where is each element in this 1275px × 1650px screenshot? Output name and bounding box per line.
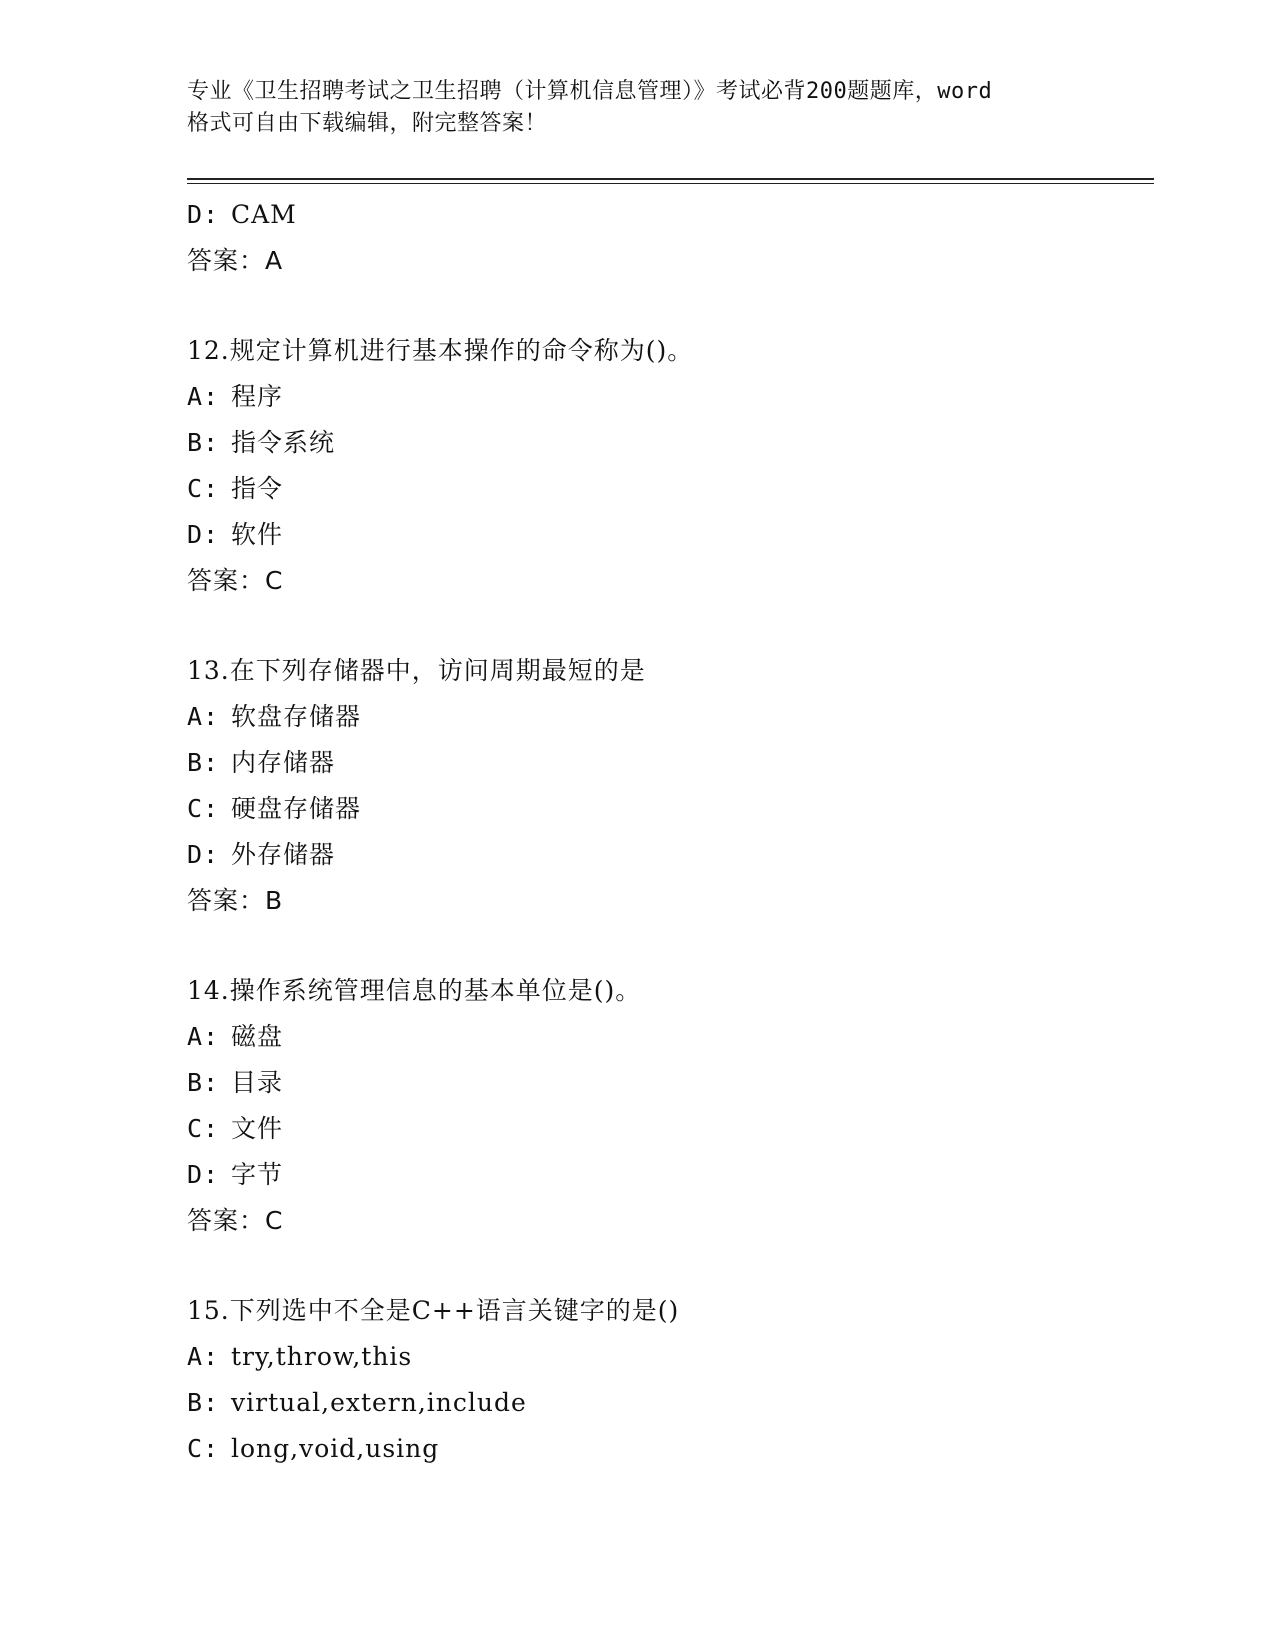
option-key: D:	[187, 840, 220, 869]
option-key: B:	[187, 748, 220, 777]
option-line	[187, 740, 1147, 786]
answer-line: 答案：C	[187, 566, 284, 595]
question-stem: 15.下列选中不全是C++语言关键字的是()	[187, 1296, 680, 1325]
option-line	[187, 374, 1147, 420]
option-text: try,throw,this	[231, 1342, 413, 1371]
option-text: long,void,using	[231, 1434, 440, 1463]
answer-line: 答案：C	[187, 1206, 284, 1235]
option-text: 指令系统	[231, 428, 336, 457]
option-line	[187, 192, 1147, 238]
option-key: C:	[187, 1434, 220, 1463]
option-text: 软盘存储器	[231, 702, 362, 731]
option-text: 磁盘	[231, 1022, 284, 1051]
option-key: C:	[187, 474, 220, 503]
option-key: C:	[187, 794, 220, 823]
header-line-1: 专业《卫生招聘考试之卫生招聘（计算机信息管理）》考试必背200题题库，word	[187, 79, 993, 104]
option-key: B:	[187, 1388, 220, 1417]
option-key: A:	[187, 1342, 220, 1371]
option-key: C:	[187, 1114, 220, 1143]
option-line	[187, 1426, 1147, 1472]
question-stem: 12.规定计算机进行基本操作的命令称为()。	[187, 336, 694, 365]
option-line	[187, 1380, 1147, 1426]
option-key: D:	[187, 200, 220, 229]
option-text: virtual,extern,include	[231, 1388, 527, 1417]
option-text: 外存储器	[231, 840, 336, 869]
option-key: A:	[187, 1022, 220, 1051]
header-divider-thick	[187, 178, 1154, 180]
option-line	[187, 466, 1147, 512]
option-line	[187, 512, 1147, 558]
option-line	[187, 786, 1147, 832]
document-header	[187, 76, 1087, 140]
option-key: D:	[187, 1160, 220, 1189]
option-text: 硬盘存储器	[231, 794, 362, 823]
option-key: A:	[187, 702, 220, 731]
header-divider-thin	[187, 183, 1154, 184]
option-text: CAM	[231, 200, 297, 229]
option-line	[187, 1334, 1147, 1380]
question-block	[187, 968, 1147, 1244]
option-line	[187, 1152, 1147, 1198]
header-line-2: 格式可自由下载编辑，附完整答案！	[187, 111, 548, 136]
option-key: B:	[187, 428, 220, 457]
option-line	[187, 420, 1147, 466]
option-line	[187, 1060, 1147, 1106]
option-text: 指令	[231, 474, 284, 503]
question-list	[187, 192, 1147, 1472]
option-text: 内存储器	[231, 748, 336, 777]
option-text: 目录	[231, 1068, 284, 1097]
option-key: B:	[187, 1068, 220, 1097]
option-text: 程序	[231, 382, 284, 411]
option-line	[187, 1014, 1147, 1060]
answer-line: 答案：A	[187, 246, 284, 275]
question-block	[187, 648, 1147, 924]
option-text: 字节	[231, 1160, 284, 1189]
option-line	[187, 832, 1147, 878]
option-text: 文件	[231, 1114, 284, 1143]
option-text: 软件	[231, 520, 284, 549]
question-stem: 13.在下列存储器中，访问周期最短的是	[187, 656, 646, 685]
question-block	[187, 328, 1147, 604]
question-stem: 14.操作系统管理信息的基本单位是()。	[187, 976, 642, 1005]
option-key: D:	[187, 520, 220, 549]
option-key: A:	[187, 382, 220, 411]
option-line	[187, 1106, 1147, 1152]
answer-line: 答案：B	[187, 886, 284, 915]
option-line	[187, 694, 1147, 740]
question-block	[187, 1288, 1147, 1472]
